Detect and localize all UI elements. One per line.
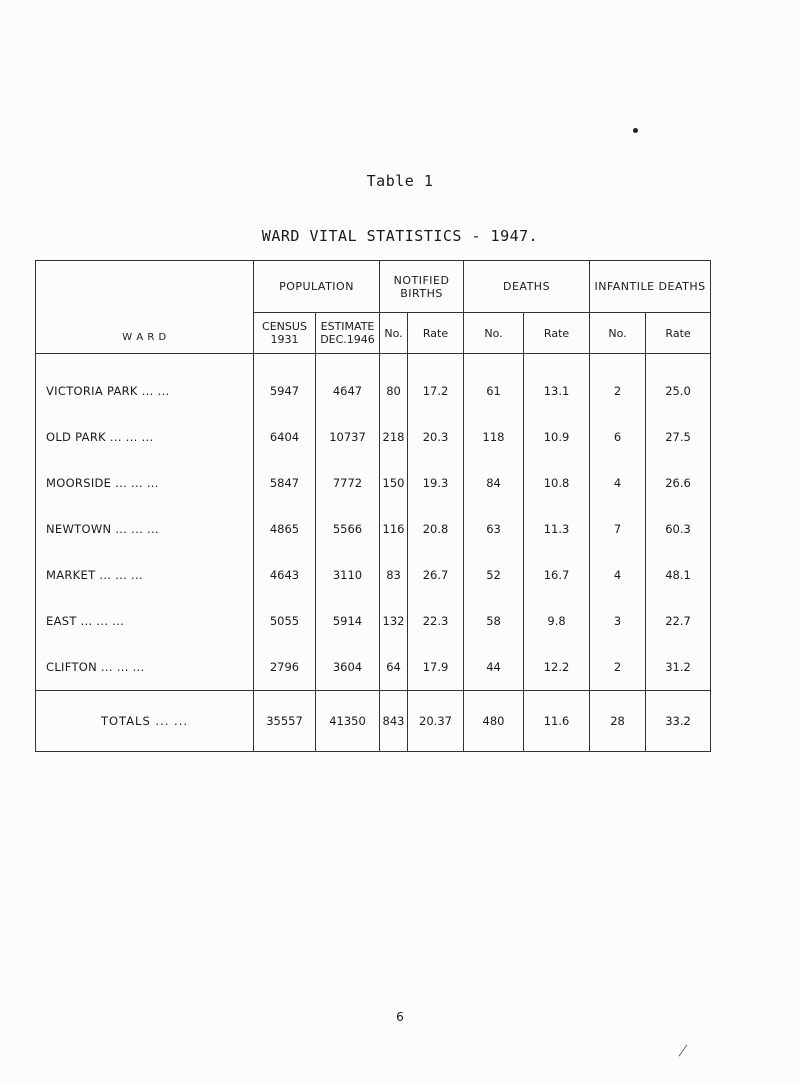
births-rate-header: Rate [408,313,464,354]
vital-statistics-table [35,260,711,752]
deaths-no-value: 52 [464,552,524,598]
births-rate-value: 26.7 [408,552,464,598]
estimate-total: 41350 [316,691,380,752]
pencil-mark [679,1044,688,1056]
ward-name: CLIFTON ... ... ... [36,644,254,691]
estimate-value: 7772 [316,460,380,506]
inf-rate-header: Rate [646,313,711,354]
deaths-no-value: 58 [464,598,524,644]
inf-rate-value: 25.0 [646,354,711,415]
page-number: 6 [396,1010,404,1024]
infantile-header: INFANTILE DEATHS [590,261,711,313]
census-value: 2796 [254,644,316,691]
inf-no-value: 3 [590,598,646,644]
ward-header: W A R D [36,261,254,354]
census-value: 4643 [254,552,316,598]
births-rate-value: 19.3 [408,460,464,506]
deaths-no-value: 84 [464,460,524,506]
inf-rate-value: 31.2 [646,644,711,691]
inf-rate-value: 27.5 [646,414,711,460]
ink-dot [633,128,638,133]
ward-name: NEWTOWN ... ... ... [36,506,254,552]
inf-no-value: 2 [590,354,646,415]
births-no-value: 80 [380,354,408,415]
table-row [36,460,711,506]
births-rate-value: 20.3 [408,414,464,460]
table-row [36,598,711,644]
inf-no-value: 6 [590,414,646,460]
deaths-rate-value: 10.9 [524,414,590,460]
births-rate-total: 20.37 [408,691,464,752]
census-header: CENSUS 1931 [254,313,316,354]
inf-rate-value: 26.6 [646,460,711,506]
births-rate-value: 17.9 [408,644,464,691]
census-value: 5055 [254,598,316,644]
ward-name: EAST ... ... ... [36,598,254,644]
ward-name: VICTORIA PARK ... ... [36,354,254,415]
births-no-value: 150 [380,460,408,506]
estimate-value: 3110 [316,552,380,598]
births-rate-value: 17.2 [408,354,464,415]
table-title: Table 1 [366,172,434,190]
deaths-no-value: 44 [464,644,524,691]
estimate-value: 4647 [316,354,380,415]
estimate-value: 3604 [316,644,380,691]
estimate-value: 5566 [316,506,380,552]
inf-rate-value: 60.3 [646,506,711,552]
table-subtitle: WARD VITAL STATISTICS - 1947. [261,227,539,245]
census-total: 35557 [254,691,316,752]
deaths-rate-total: 11.6 [524,691,590,752]
inf-no-value: 4 [590,552,646,598]
inf-no-total: 28 [590,691,646,752]
births-no-value: 83 [380,552,408,598]
births-no-value: 132 [380,598,408,644]
births-rate-value: 20.8 [408,506,464,552]
totals-row [36,691,711,752]
table-row [36,506,711,552]
deaths-rate-header: Rate [524,313,590,354]
deaths-rate-value: 10.8 [524,460,590,506]
census-value: 4865 [254,506,316,552]
inf-rate-value: 48.1 [646,552,711,598]
deaths-no-value: 118 [464,414,524,460]
births-header: NOTIFIED BIRTHS [380,261,464,313]
inf-no-value: 7 [590,506,646,552]
deaths-rate-value: 12.2 [524,644,590,691]
births-no-value: 64 [380,644,408,691]
table-row [36,552,711,598]
deaths-no-total: 480 [464,691,524,752]
population-header: POPULATION [254,261,380,313]
deaths-no-value: 61 [464,354,524,415]
deaths-rate-value: 9.8 [524,598,590,644]
inf-rate-total: 33.2 [646,691,711,752]
estimate-value: 10737 [316,414,380,460]
inf-no-value: 2 [590,644,646,691]
estimate-value: 5914 [316,598,380,644]
inf-no-header: No. [590,313,646,354]
deaths-rate-value: 13.1 [524,354,590,415]
births-no-value: 116 [380,506,408,552]
births-no-value: 218 [380,414,408,460]
census-value: 5947 [254,354,316,415]
inf-no-value: 4 [590,460,646,506]
inf-rate-value: 22.7 [646,598,711,644]
ward-name: OLD PARK ... ... ... [36,414,254,460]
ward-name: MOORSIDE ... ... ... [36,460,254,506]
totals-label: TOTALS ... ... [36,691,254,752]
births-no-header: No. [380,313,408,354]
deaths-rate-value: 11.3 [524,506,590,552]
table-row [36,354,711,415]
deaths-no-value: 63 [464,506,524,552]
census-value: 5847 [254,460,316,506]
births-no-total: 843 [380,691,408,752]
deaths-no-header: No. [464,313,524,354]
table-row [36,414,711,460]
ward-name: MARKET ... ... ... [36,552,254,598]
deaths-header: DEATHS [464,261,590,313]
table-row [36,644,711,691]
deaths-rate-value: 16.7 [524,552,590,598]
estimate-header: ESTIMATE DEC.1946 [316,313,380,354]
census-value: 6404 [254,414,316,460]
births-rate-value: 22.3 [408,598,464,644]
